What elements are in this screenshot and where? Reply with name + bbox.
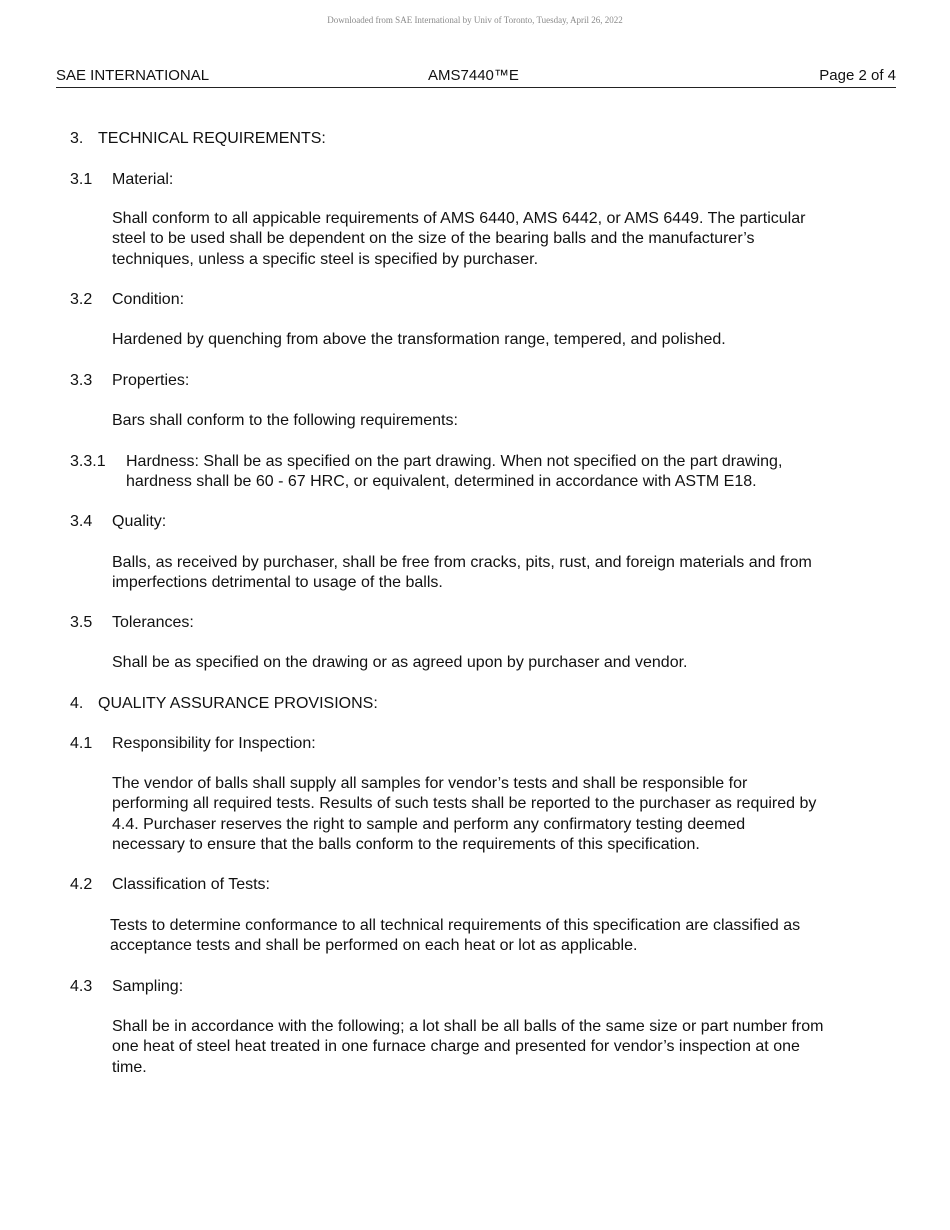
section-number: 3.3 xyxy=(70,372,93,389)
body-line: techniques, unless a specific steel is specified by purchaser. xyxy=(112,250,539,268)
section-3-1-body xyxy=(112,209,805,270)
body-line: Shall be in accordance with the following; a lot shall be all balls of the same size or part number from xyxy=(112,1018,824,1035)
body-line: Balls, as received by purchaser, shall be free from cracks, pits, rust, and foreign materials and from xyxy=(112,554,812,571)
section-title: Sampling: xyxy=(112,978,184,995)
section-number: 4.1 xyxy=(70,735,93,752)
body-line: steel to be used shall be dependent on the size of the bearing balls and the manufacturer’s xyxy=(112,230,755,248)
section-3-5-body xyxy=(112,653,688,673)
section-title: Tolerances: xyxy=(112,614,194,631)
body-line: Shall be as specified on the drawing or as agreed upon by purchaser and vendor. xyxy=(112,654,688,671)
section-3-4-body xyxy=(112,553,812,594)
section-title: Properties: xyxy=(112,372,190,389)
header-page-number: Page 2 of 4 xyxy=(819,67,896,84)
section-3-2-body xyxy=(112,330,726,350)
section-number: 3.1 xyxy=(70,171,93,188)
body-line: time. xyxy=(112,1058,147,1076)
section-title: Condition: xyxy=(112,291,185,308)
running-header xyxy=(56,66,896,88)
section-number: 3.4 xyxy=(70,513,93,530)
header-org: SAE INTERNATIONAL xyxy=(56,67,210,84)
section-title: TECHNICAL REQUIREMENTS: xyxy=(98,130,326,147)
section-number: 4. xyxy=(70,695,84,712)
body-line: Shall conform to all appicable requirements of AMS 6440, AMS 6442, or AMS 6449. The particular xyxy=(112,210,806,227)
section-title: Classification of Tests: xyxy=(112,876,270,893)
section-title: Responsibility for Inspection: xyxy=(112,735,316,752)
section-4-2-body xyxy=(110,916,800,957)
section-number: 3. xyxy=(70,130,84,147)
body-line: necessary to ensure that the balls conform to the requirements of this specification. xyxy=(112,835,700,853)
body-line: acceptance tests and shall be performed on each heat or lot as applicable. xyxy=(110,937,638,955)
section-title: QUALITY ASSURANCE PROVISIONS: xyxy=(98,695,378,712)
body-line: hardness shall be 60 - 67 HRC, or equivalent, determined in accordance with ASTM E18. xyxy=(126,472,757,490)
section-title: Quality: xyxy=(112,513,167,530)
body-line: Bars shall conform to the following requirements: xyxy=(112,412,458,429)
body-line: Hardened by quenching from above the transformation range, tempered, and polished. xyxy=(112,331,726,348)
section-number: 4.2 xyxy=(70,876,93,893)
section-4-3-body xyxy=(112,1017,823,1078)
section-3-3-1-body xyxy=(126,452,782,491)
body-line: 4.4. Purchaser reserves the right to sample and perform any confirmatory testing deemed xyxy=(112,815,746,833)
body-line: The vendor of balls shall supply all samples for vendor’s tests and shall be responsible for xyxy=(112,775,748,792)
section-number: 3.3.1 xyxy=(70,453,106,470)
section-number: 4.3 xyxy=(70,978,93,995)
section-title: Material: xyxy=(112,171,174,188)
header-doc-id: AMS7440™E xyxy=(428,67,519,84)
body-line: imperfections detrimental to usage of the balls. xyxy=(112,574,443,592)
section-4-1-body xyxy=(112,774,816,855)
section-3-3-body xyxy=(112,411,458,431)
section-number: 3.5 xyxy=(70,614,93,631)
body-line: Hardness: Shall be as specified on the part drawing. When not specified on the part drawing, xyxy=(126,453,783,470)
body-line: Tests to determine conformance to all technical requirements of this specification are classified as xyxy=(110,917,801,934)
download-watermark: Downloaded from SAE International by Univ of Toronto, Tuesday, April 26, 2022 xyxy=(327,15,623,25)
body-line: performing all required tests. Results of such tests shall be reported to the purchaser as required by xyxy=(112,795,817,813)
body-line: one heat of steel heat treated in one furnace charge and presented for vendor’s inspection at one xyxy=(112,1038,800,1056)
section-number: 3.2 xyxy=(70,291,93,308)
